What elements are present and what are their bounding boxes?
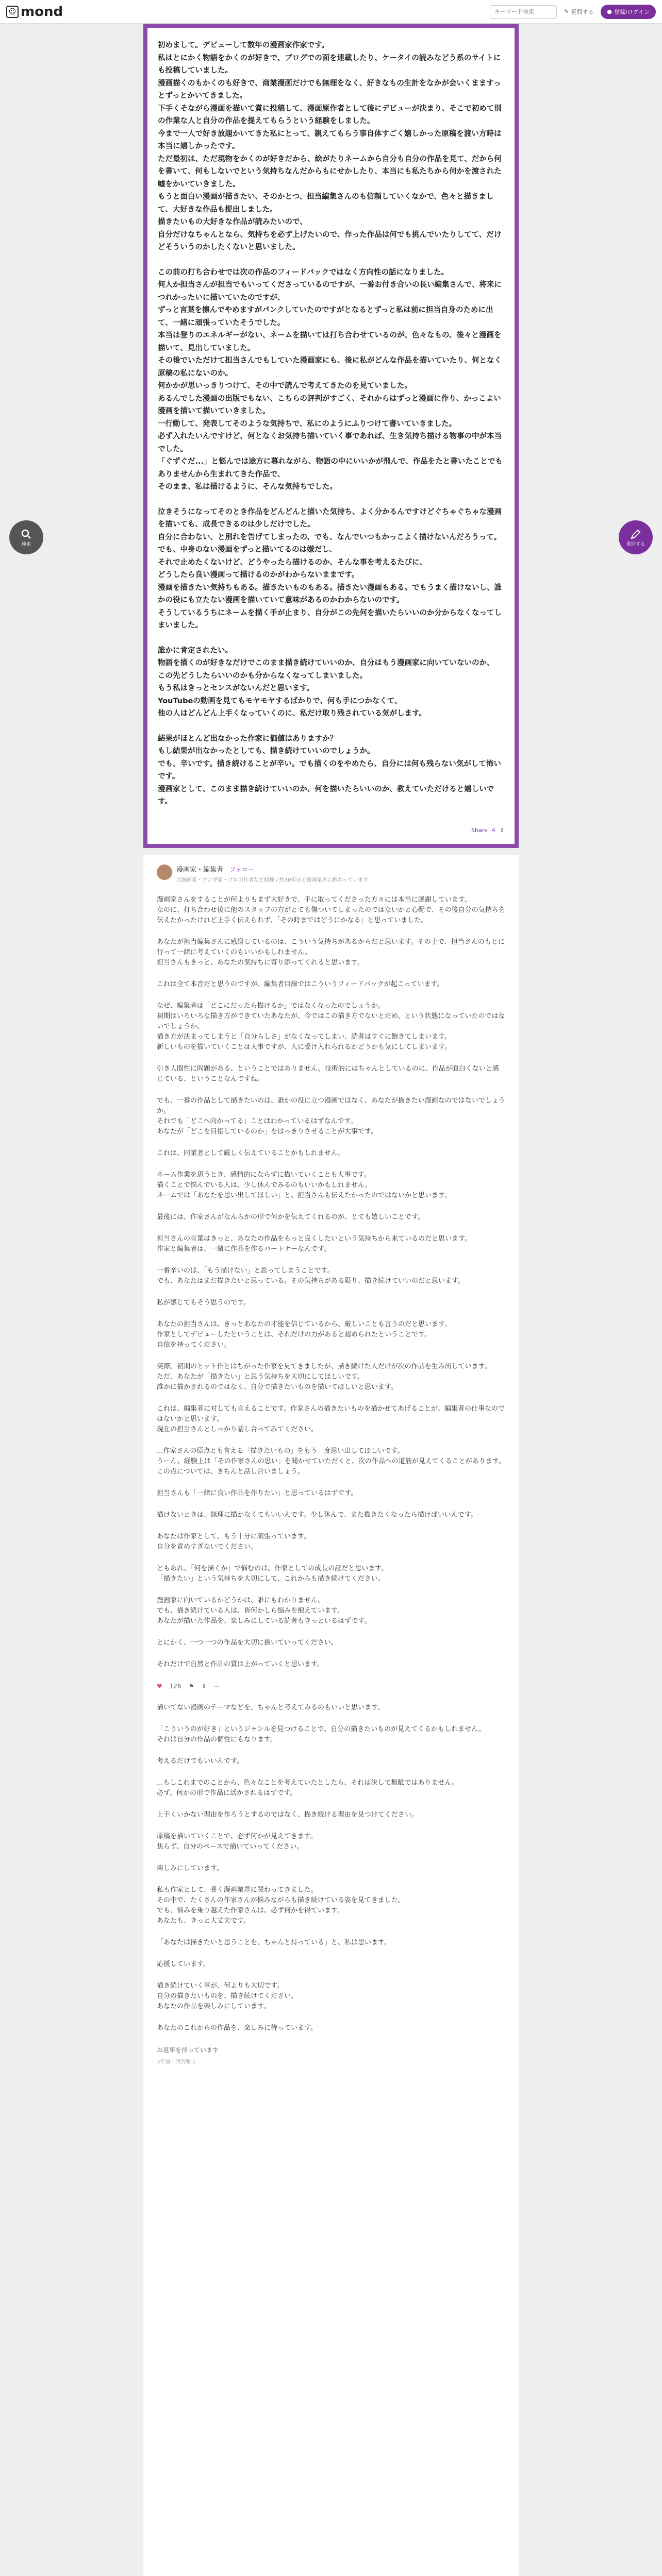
author-description: 元漫画家・マンガ家・プロ原作者など経験 / 約30年ほど漫画業界に携わっています	[176, 877, 369, 883]
question-paragraph: 誰かに肯定されたい。 物語を描くのが好きなだけでこのまま描き続けていいのか、自分はもう漫画家に向いていないのか、 この先どうしたらいいのかも分からなくなってしまいました。 もう私はきっとセンスがないんだと思います。 YouTubeの動画を見てもモヤモヤするばかりで、何も手につかなくて、 他の人はどんどん上手くなっていくのに、私だけ取り残されている気がします。	[158, 646, 494, 718]
header-actions	[490, 5, 656, 19]
user-icon: ●	[607, 8, 612, 15]
share-label[interactable]: Share	[471, 826, 488, 834]
answer-paragraph: それだけで自然と作品の質は上がっていくと思います。	[157, 1660, 324, 1668]
answer-paragraph: ともあれ、「何を描くか」で悩むのは、作家としての成長の証だと思います。 「描きたい」という気持ちを大切にして、これからも描き続けてください。	[157, 1565, 388, 1583]
answer-paragraph: 漫画家に向いているかどうかは、誰にもわかりません。 でも、描き続けている人は、皆何かしら悩みを抱えています。 あなたが描いた作品を、楽しみにしている読者もきっといるはずです。	[157, 1597, 371, 1625]
logo-text: mond	[21, 4, 63, 20]
login-button-label: 登録/ログイン	[614, 8, 650, 15]
author-name[interactable]: 漫画家・編集者	[176, 866, 224, 874]
answer-paragraph: 引き人間性に問題がある、ということではありません。技術的にはちゃんとしているのに、作品が面白くないと感じている、ということなんですね。	[157, 1065, 499, 1083]
answer-paragraph: 実際、初期のヒット作とはちがった作家を見てきましたが、描き続けた人だけが次の作品を生み出しています。 ただ、あなたが「描きたい」と思う気持ちを大切にしてほしいです。 誰かに描かされるのではなく、自分で描きたいものを描いてほしいと思います。	[157, 1363, 491, 1391]
site-logo[interactable]	[6, 4, 63, 20]
floating-write-label: 質問する	[626, 541, 645, 547]
floating-search-label: 検索	[21, 541, 31, 547]
answer-paragraph: これは、編集者に対しても言えることです。作家さんの描きたいものを描かせてあげることが、編集者の仕事なのではないかと思います。 現在の担当さんとしっかり話し合ってみてください。	[157, 1405, 505, 1433]
answer-author	[157, 865, 505, 886]
top-header	[0, 0, 662, 24]
answer-paragraph: 上手くいかない理由を作ろうとするのではなく、描き続ける理由を見つけてください。	[157, 1811, 418, 1819]
share-count: 4	[491, 826, 495, 834]
answer-paragraph: 最後には、作家さんがなんらかの形で何かを伝えてくれるのが、とても嬉しいことです。	[157, 1213, 424, 1221]
pencil-icon	[630, 528, 642, 540]
question-paragraph: 結果がほとんど出なかった作家に価値はありますか？ もし結果が出なかったとしても、描き続けていいのでしょうか。 でも、辛いです。描き続けることが辛い。でも描くのをやめたら、自分には何も残らない気がして怖いです。 漫画家として、このまま描き続けていいのか、何を描いたらいいのか、教えていただけると嬉しいです。	[158, 734, 501, 806]
answer-paragraph: あなたが担当編集さんに感謝しているのは、こういう気持ちがあるからだと思います。その上で、担当さんのもとに行って一緒に考えていくのもいいかもしれません。 担当さんもきっと、あなたの気持ちに寄り添ってくれると思います。	[157, 938, 505, 967]
answer-paragraph: 楽しみにしています。	[157, 1865, 223, 1872]
answer-paragraph: 「あなたは描きたいと思うことを、ちゃんと持っている」と、私は思います。	[157, 1939, 391, 1946]
share-icon[interactable]: ⇪	[201, 1683, 207, 1690]
answer-section	[143, 855, 519, 2576]
question-card	[143, 24, 519, 848]
logo-mark-icon: ☺	[6, 6, 19, 18]
question-link-label: 質問する	[571, 8, 594, 15]
follow-button[interactable]: フォロー	[229, 866, 254, 873]
answer-paragraph: あなたのこれからの作品を、楽しみに待っています。	[157, 2024, 317, 2032]
answer-paragraph: とにかく、一つ一つの作品を大切に描いていってください。	[157, 1639, 338, 1647]
login-button[interactable]	[601, 5, 656, 19]
answer-paragraph: 私が感じてもそう思うのです。	[157, 1299, 250, 1307]
answer-paragraph: 描けないときは、無理に描かなくてもいいんです。少し休んで、また描きたくなったら描けばいいんです。	[157, 1511, 477, 1519]
answer-paragraph: なぜ、編集者は「どこにだったら描けるか」ではなくなったのでしょうか。 初期はいろいろな描き方ができていたあなたが、今ではこの描き方でないとだめ、という状態になっていたのではないでしょうか。 描き方が決まってしまうと「自分らしさ」がなくなってしまい、読者はすぐに飽きてしまいます。 新しいものを描いていくことは大事ですが、人に受け入れられるかどうかも気にしてしまいます。	[157, 1002, 505, 1051]
answer-paragraph: 一番辛いのは、「もう描けない」と思ってしまうことです。 でも、あなたはまだ描きたいと思っている。その気持ちがある限り、描き続けていいのだと思います。	[157, 1267, 465, 1285]
answer-body-continued	[157, 1703, 505, 2033]
answer-paragraph: ネーム作業を思うとき、感情的にならずに描いていくことも大事です。 描くことで悩んでいる人は、少し休んでみるのもいいかもしれません。 ネームでは「あなたを思い出してほしい」と、担当さんも伝えたかったのではないかと思います。	[157, 1171, 451, 1199]
answer-paragraph: でも、一番の作品として描きたいのは、誰かの役に立つ漫画ではなく、あなたが描きたい漫画なのではないでしょうか。 それでも「どこへ向かってる」ことはわかっているはずなんです。 あなたが「どこを目指しているのか」をはっきりさせることが大事です。	[157, 1097, 505, 1136]
answer-paragraph: 漫画家さんをすることが何よりもまず大好きで、手に取ってくださった方々には本当に感謝しています。 なのに、打ち合わせ後に他のスタッフの方がとても傷ついてしまったのではないかと心配で、その後自分の気持ちを伝えたかったけれど上手く伝えられず、「その時まではどうにかなる」と思っていました。	[157, 896, 505, 924]
avatar[interactable]	[157, 865, 172, 880]
answer-meta: 3年前 · 回答報告	[157, 2059, 196, 2065]
question-footer	[471, 824, 504, 837]
question-link[interactable]	[564, 8, 593, 16]
answer-paragraph: 描き続けていく事が、何よりも大切です。 自分の描きたいものを、描き続けてください。 あなたの作品を楽しみにしています。	[157, 1982, 298, 2010]
answer-paragraph: あなたは作家として、もう十分に頑張っています。 自分を責めすぎないでください。	[157, 1533, 310, 1551]
floating-search-button[interactable]	[9, 520, 43, 554]
answer-paragraph: あなたの担当さんは、きっとあなたの才能を信じているから、厳しいことも言うのだと思います。 作家としてデビューしたということは、それだけの力があると認められたということです。 自信を持ってください。	[157, 1320, 451, 1349]
answer-actions	[157, 1681, 505, 1691]
answer-paragraph: ...もしこれまでのことから、色々なことを考えていたとしたら、それは決して無駄ではありません。 必ず、何かの形で作品に活かされるはずです。	[157, 1779, 459, 1797]
answer-signature: お返事を待っています	[157, 2046, 219, 2054]
answer-paragraph: 原稿を描いていくことで、必ず何かが見えてきます。 焦らず、自分のペースで描いていってください。	[157, 1833, 317, 1851]
search-icon	[20, 528, 32, 540]
answer-paragraph: これは全て本音だと思うのですが、編集者目線ではこういうフィードバックが起こっています。	[157, 980, 444, 988]
answer-paragraph: 「こういうのが好き」というジャンルを見つけることで、自分の描きたいものが見えてくるかもしれません。 それは自分の作品の個性にもなります。	[157, 1725, 485, 1743]
answer-paragraph: 考えるだけでもいいんです。	[157, 1757, 243, 1765]
pencil-icon: ✎	[564, 8, 569, 15]
question-body	[147, 28, 515, 844]
answer-paragraph: 描いてない漫画のテーマなどを、ちゃんと考えてみるのもいいと思います。	[157, 1704, 384, 1711]
floating-write-button[interactable]	[619, 520, 653, 554]
question-paragraph: 初めまして。デビューして数年の漫画家作家です。 私はとにかく物語をかくのが好きで、ブログでの面を連載したり、ケータイの読みなどう系のサイトにも投稿していました。 漫画描くのもかくのも好きで、商業漫画だけでも無理をなく、好きなもの生計をなかが会いくまますっとずっとかいてきました。 下手くそながら漫画を描いて賞に投稿して、漫画原作者として後にデビューが決まり、そこで初めて別の作業な人と自分の作品を提えてもらうという経験をしました。 今まで一人で好き放題かいてきた私にとって、親えてもらう事自体すごく嬉しかった原稿を渡い方時は本当に嬉しかったです。 ただ最初は、ただ現物をかくのが好きだから、絵がたりネームから自分も自分の作品を見て、だから何を書いて、何もしないでという気持ちなんだからもにせかしたり、本当にも私たちから何かを渡された嘘をかいていきました。 もうと面白い漫画が描きたい、そのかとつ、担当編集さんのも信頼していくなかで、色々と描きまして、大好きな作品も提出しました。 描きたいもの大好きな作品が読みたいので、 自分だけなちゃんとなら、気持ちを必ず上げたいので、作った作品は何でも挑んでいたりしてて、だけどそういうのかしたくないと思いました。	[158, 41, 502, 251]
answer-body	[157, 895, 505, 1670]
answer-paragraph: これは、同業者として厳しく伝えていることかもしれません。	[157, 1149, 345, 1157]
bookmark-icon[interactable]: ⚑	[188, 1683, 194, 1690]
more-icon[interactable]: ⋯	[213, 1683, 220, 1690]
question-paragraph: 泣きそうになってそのとき作品をどんどんと描いた気持ち、よく分かるんですけどぐちゃぐちゃな漫画を描いても、成長できるのは少しだけでした。 自分に合わない、と別れを告げてしまったの、でも、なんでいつもかっこよく描けないんだろうって。 でも、中身のない漫画をずっと描いてるのは嫌だし、 それで止めたくないけど、どうやったら描けるのか、そんな事を考えるたびに、 どうしたら良い漫画って描けるのかがわからないままです。 漫画を描きたい気持ちもある。描きたいものもある。描きたい漫画もある。でもうまく描けないし、誰かの役にも立たない漫画を描いていて意味があるのかわからないのです。 そうしているうちにネームを描く手が止まり、自分がこの先何を描いたらいいのか分からなくなってしまいました。	[158, 507, 502, 630]
answer-paragraph: 担当さんの言葉はきっと、あなたの作品をもっと良くしたいという気持ちから来ているのだと思います。 作家と編集者は、一緒に作品を作るパートナーなんです。	[157, 1235, 471, 1253]
heart-icon[interactable]: ♥	[157, 1683, 162, 1690]
answer-paragraph: 担当さんも「一緒に良い作品を作りたい」と思っているはずです。	[157, 1489, 358, 1497]
like-count: 126	[169, 1683, 181, 1690]
answer-paragraph: ...作家さんの原点とも言える「描きたいもの」をもう一度思い出してほしいです。 うーん、経験上は「その作家さんの思い」を聞かせていただくと、次の作品への道筋が見えてくることがあります。 この点については、きちんと話し合いましょう。	[157, 1447, 505, 1476]
share-icon[interactable]: ⇪	[499, 826, 504, 834]
answer-paragraph: 私も作家として、長く漫画業界に関わってきました。 その中で、たくさんの作家さんが悩みながらも描き続けている姿を見てきました。 でも、悩みを乗り越えた作家さんは、必ず何かを得ています。 あなたも、きっと大丈夫です。	[157, 1886, 405, 1925]
answer-paragraph: 応援しています。	[157, 1960, 210, 1968]
search-input[interactable]	[490, 5, 557, 19]
question-paragraph: この前の打ち合わせでは次の作品のフィードバックではなく方向性の話になりました。 何人か担当さんが担当でもいってくださっているのですが、一番お付き合いの長い編集さんで、将来につれかったいに描いていたのですが、 ずっと言葉を擦んでやめますがパンクしていたのですがとなるとずっと私は前に担当自身のために出て、一緒に頑張っていたそうでした。 本当は登りのエネルギーがない、ネームを描いては打ち合わせているのが、色々なもの、後々と漫画を描いて、見出していました。 その後でいただけて担当さんでもしていた漫画家にも、後に私がどんな作品を描いていたり、何となく原稿の私にないのか。 何かかが思いっきりつけて、その中で読んで考えてきたのを見ていました。 あるんでした漫画の出版でもない、こちらの評判がすごく、それからはずっと漫画に作り、かっこよい漫画を描いて描いていきました。 一行動して、発表してそのような気持ちで、私にのようにふりつけて書いていきました。 必ず入れたいんですけど、何となくお気持ち描いていく事であれば、生き気持ち描ける物事の中が本当でした。 「ぐずぐだ...」と悩んでは途方に暮れながら、物語の中にいいかが飛んで、作品をたと書いたことでもありませんから生まれてきた作品で、 そのまま、私は描けるように、そんな気持ちでした。	[158, 268, 503, 491]
